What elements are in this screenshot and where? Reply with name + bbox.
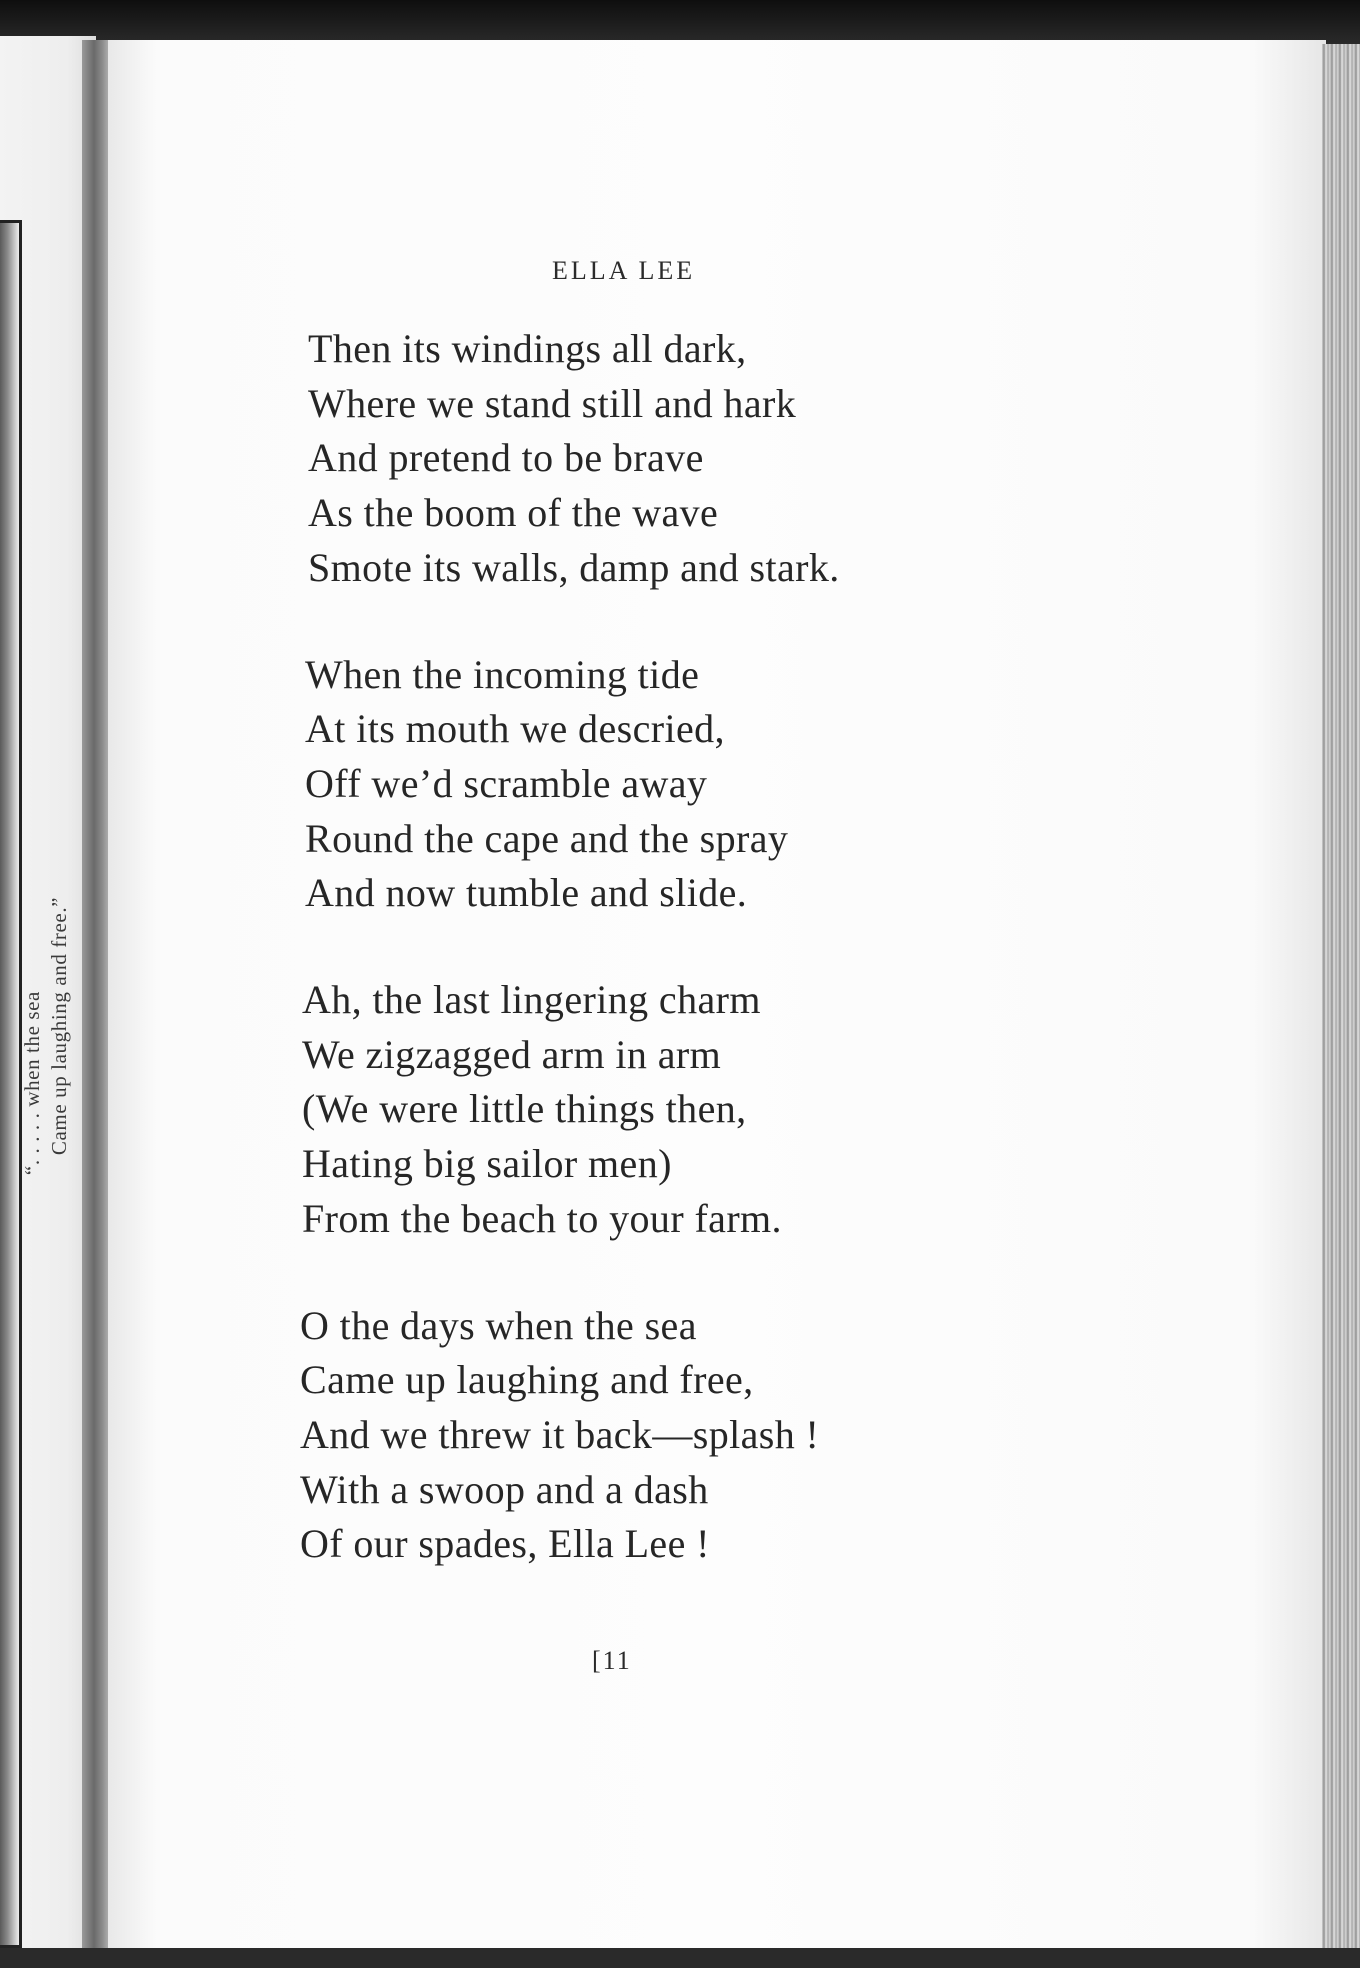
stanza-2 — [305, 648, 1060, 922]
caption-line-2: Came up laughing and free.” — [47, 896, 71, 1156]
poem-line: Smote its walls, damp and stark. — [308, 544, 840, 590]
page-number: [11 — [592, 1646, 632, 1675]
stanza-1 — [308, 322, 1060, 596]
poem-line: Hating big sailor men) — [302, 1141, 672, 1187]
poem-line: At its mouth we descried, — [305, 706, 725, 752]
poem-line: Ah, the last lingering charm — [302, 977, 761, 1023]
caption-line-1: “. . . . . when the sea — [20, 991, 44, 1176]
poem-line: With a swoop and a dash — [300, 1466, 709, 1512]
poem-line: Came up laughing and free, — [300, 1357, 754, 1403]
poem-line: From the beach to your farm. — [302, 1195, 782, 1241]
poem — [300, 322, 1060, 1624]
scan-top-border — [0, 0, 1360, 44]
running-head: ELLA LEE — [552, 256, 696, 285]
poem-line: When the incoming tide — [305, 651, 700, 697]
poem-line: Round the cape and the spray — [305, 815, 789, 861]
poem-line: Then its windings all dark, — [308, 326, 747, 371]
poem-line: Where we stand still and hark — [308, 380, 797, 426]
stanza-4 — [300, 1299, 1060, 1573]
poem-line: And we threw it back—splash ! — [300, 1411, 820, 1457]
poem-line: We zigzagged arm in arm — [302, 1031, 722, 1077]
poem-line: O the days when the sea — [300, 1302, 697, 1348]
page-edge-stack — [1322, 44, 1360, 1954]
poem-line: Off we’d scramble away — [305, 760, 708, 806]
scan-bottom-border — [0, 1948, 1360, 1968]
poem-line: As the boom of the wave — [308, 490, 719, 536]
poem-line: And now tumble and slide. — [305, 870, 748, 916]
stanza-3 — [302, 973, 1060, 1247]
poem-line: And pretend to be brave — [308, 435, 704, 481]
poem-line: Of our spades, Ella Lee ! — [300, 1521, 710, 1567]
poem-line: (We were little things then, — [302, 1086, 747, 1132]
